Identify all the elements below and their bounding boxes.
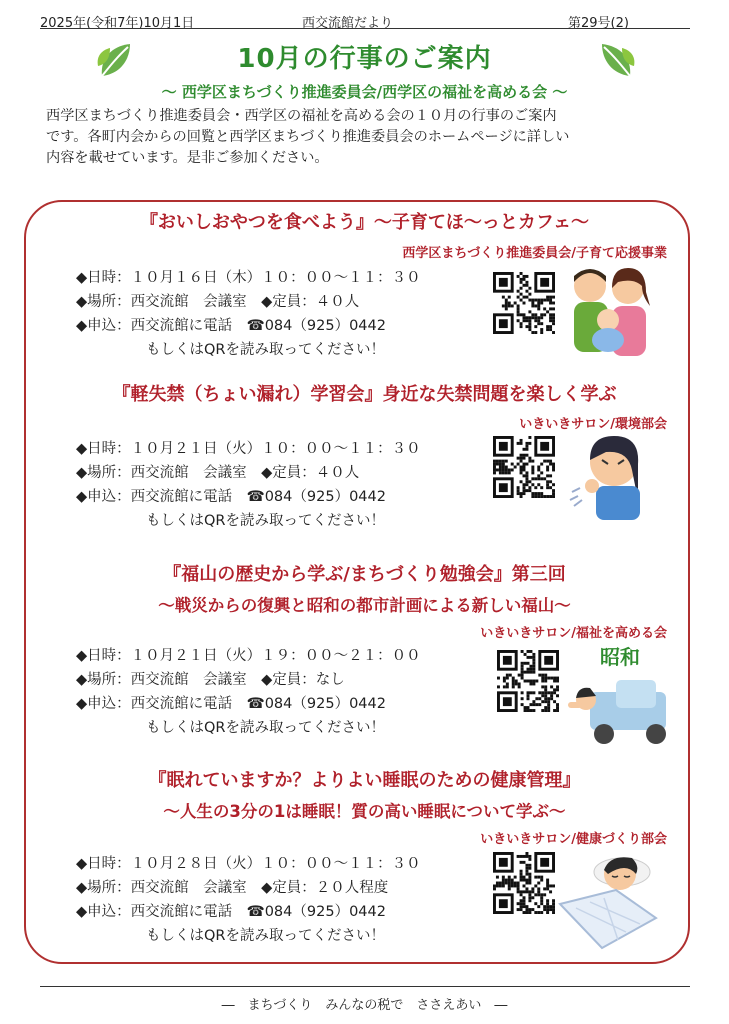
footer-divider xyxy=(40,986,690,987)
page-header xyxy=(40,8,690,30)
page-title: 10月の行事のご案内 xyxy=(237,44,492,74)
event-apply: ◆申込：西交流館に電話 ☎084（925）0442 xyxy=(76,696,386,712)
sneezing-woman-illustration xyxy=(566,430,650,520)
leaf-right-icon xyxy=(594,40,636,80)
header-date: 2025年(令和7年)10月1日 xyxy=(40,16,195,31)
event-datetime: ◆日時：１０月２１日（火）１０：００～１１：３０ xyxy=(76,441,421,457)
qr-code[interactable] xyxy=(493,852,555,914)
intro-line: です。各町内会からの回覧と西学区まちづくり推進委員会のホームページに詳しい xyxy=(46,129,570,145)
intro-line: 内容を載せています。是非ご参加ください。 xyxy=(46,150,329,166)
footer-slogan: ― まちづくり みんなの税で ささえあい ― xyxy=(221,998,508,1013)
qr-code[interactable] xyxy=(493,272,555,334)
event-organizer: いきいきサロン/健康づくり部会 xyxy=(480,832,667,847)
event-place: ◆場所：西交流館 会議室 ◆定員：なし xyxy=(76,672,345,688)
intro-text xyxy=(46,106,696,169)
event-title: 『軽失禁（ちょい漏れ）学習会』身近な失禁問題を楽しく学ぶ xyxy=(112,384,617,405)
event-qr-note: もしくはQRを読み取ってください！ xyxy=(146,928,385,944)
intro-line: 西学区まちづくり推進委員会・西学区の福祉を高める会の１０月の行事のご案内 xyxy=(46,108,557,124)
event-title: 『おいしおやつを食べよう』～子育てほ～っとカフェ～ xyxy=(139,212,590,233)
event-qr-note: もしくはQRを読み取ってください！ xyxy=(146,513,385,529)
event-subtitle: ～戦災からの復興と昭和の都市計画による新しい福山～ xyxy=(158,596,571,615)
parents-with-baby-illustration xyxy=(562,262,658,362)
event-apply: ◆申込：西交流館に電話 ☎084（925）0442 xyxy=(76,318,386,334)
event-qr-note: もしくはQRを読み取ってください！ xyxy=(146,342,385,358)
event-apply: ◆申込：西交流館に電話 ☎084（925）0442 xyxy=(76,904,386,920)
event-title: 『眠れていますか？よりよい睡眠のための健康管理』 xyxy=(148,770,581,791)
event-subtitle: ～人生の3分の1は睡眠！質の高い睡眠について学ぶ～ xyxy=(163,802,566,821)
event-place: ◆場所：西交流館 会議室 ◆定員：２０人程度 xyxy=(76,880,389,896)
event-qr-note: もしくはQRを読み取ってください！ xyxy=(146,720,385,736)
event-place: ◆場所：西交流館 会議室 ◆定員：４０人 xyxy=(76,294,360,310)
event-place: ◆場所：西交流館 会議室 ◆定員：４０人 xyxy=(76,465,360,481)
qr-code[interactable] xyxy=(497,650,559,712)
event-organizer: いきいきサロン/福祉を高める会 xyxy=(480,626,667,641)
header-publication: 西交流館だより xyxy=(302,16,394,31)
showa-truck-illustration xyxy=(560,640,672,756)
event-title: 『福山の歴史から学ぶ/まちづくり勉強会』第三回 xyxy=(163,564,566,585)
qr-code[interactable] xyxy=(493,436,555,498)
event-organizer: 西学区まちづくり推進委員会/子育て応援事業 xyxy=(402,246,667,261)
page-subtitle: ～ 西学区まちづくり推進委員会/西学区の福祉を高める会 ～ xyxy=(161,83,568,101)
header-divider xyxy=(40,28,690,29)
event-datetime: ◆日時：１０月２１日（火）１９：００～２１：００ xyxy=(76,648,421,664)
event-datetime: ◆日時：１０月１６日（木）１０：００～１１：３０ xyxy=(76,270,421,286)
event-organizer: いきいきサロン/環境部会 xyxy=(519,417,667,432)
illustration-text: 昭和 xyxy=(600,645,640,669)
event-datetime: ◆日時：１０月２８日（火）１０：００～１１：３０ xyxy=(76,856,421,872)
sleeping-woman-illustration xyxy=(556,848,660,952)
header-issue: 第29号(2) xyxy=(568,16,629,31)
event-apply: ◆申込：西交流館に電話 ☎084（925）0442 xyxy=(76,489,386,505)
